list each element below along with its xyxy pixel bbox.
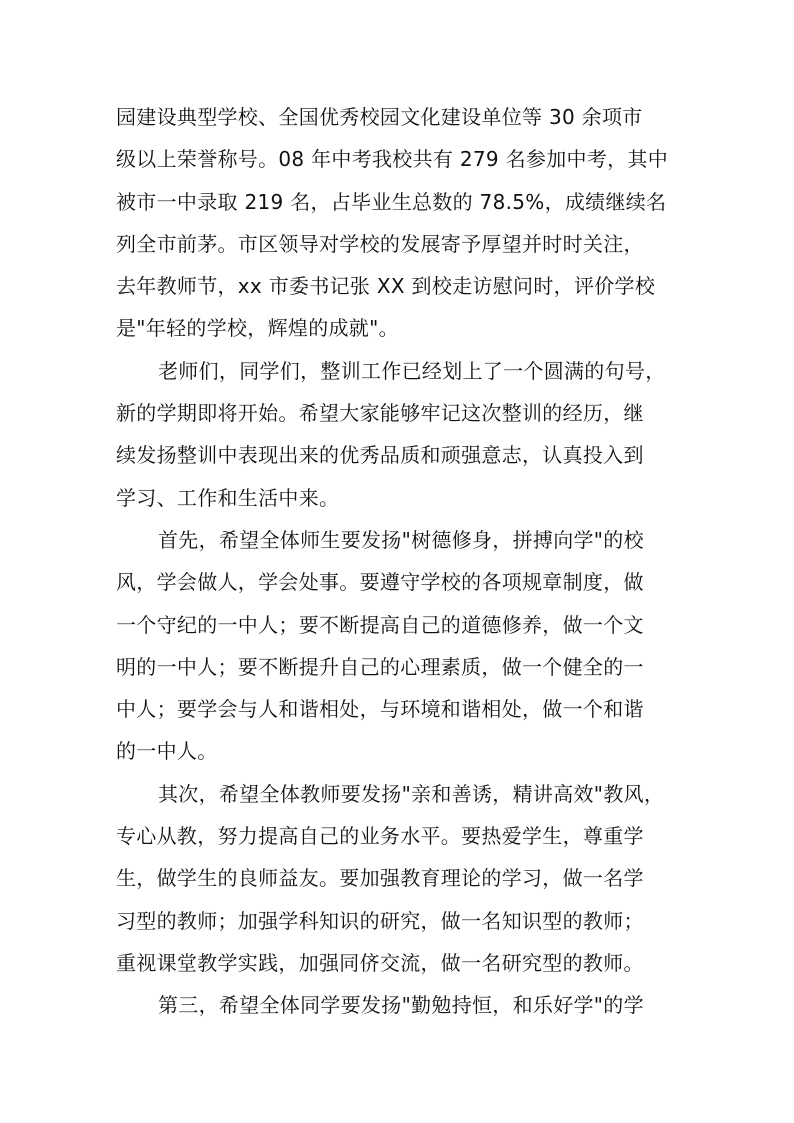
text-line: 重视课堂教学实践，加强同侪交流，做一名研究型的教师。 bbox=[116, 950, 644, 975]
text-line: 生，做学生的良师益友。要加强教育理论的学习，做一名学 bbox=[116, 866, 644, 891]
text-line: 首先，希望全体师生要发扬"树德修身，拼搏向学"的校 bbox=[158, 527, 644, 552]
text-line: 级以上荣誉称号。08 年中考我校共有 279 名参加中考，其中 bbox=[116, 147, 668, 172]
text-line: 中人；要学会与人和谐相处，与环境和谐相处，做一个和谐 bbox=[116, 697, 644, 722]
text-line: 的一中人。 bbox=[116, 739, 218, 764]
text-line: 园建设典型学校、全国优秀校园文化建设单位等 30 余项市 bbox=[116, 105, 643, 129]
text-line: 老师们，同学们，整训工作已经划上了一个圆满的句号， bbox=[158, 358, 666, 383]
text-line: 去年教师节，xx 市委书记张 XX 到校走访慰问时，评价学校 bbox=[116, 274, 656, 299]
text-line: 新的学期即将开始。希望大家能够牢记这次整训的经历，继 bbox=[116, 401, 644, 426]
text-line: 第三，希望全体同学要发扬"勤勉持恒，和乐好学"的学 bbox=[158, 993, 644, 1018]
text-line: 是"年轻的学校，辉煌的成就"。 bbox=[116, 316, 399, 341]
text-line: 列全市前茅。市区领导对学校的发展寄予厚望并时时关注， bbox=[116, 231, 644, 256]
text-line: 其次，希望全体教师要发扬"亲和善诱，精讲高效"教风， bbox=[158, 781, 665, 806]
body-text bbox=[116, 96, 686, 1027]
text-line: 明的一中人；要不断提升自己的心理素质，做一个健全的一 bbox=[116, 654, 644, 679]
text-line: 被市一中录取 219 名，占毕业生总数的 78.5%，成绩继续名 bbox=[116, 189, 667, 214]
text-line: 专心从教，努力提高自己的业务水平。要热爱学生，尊重学 bbox=[116, 824, 644, 849]
text-line: 学习、工作和生活中来。 bbox=[116, 485, 340, 510]
text-line: 习型的教师；加强学科知识的研究，做一名知识型的教师； bbox=[116, 908, 644, 933]
text-line: 一个守纪的一中人；要不断提高自己的道德修养，做一个文 bbox=[116, 612, 644, 637]
text-line: 风，学会做人，学会处事。要遵守学校的各项规章制度，做 bbox=[116, 570, 644, 595]
text-line: 续发扬整训中表现出来的优秀品质和顽强意志，认真投入到 bbox=[116, 443, 644, 468]
